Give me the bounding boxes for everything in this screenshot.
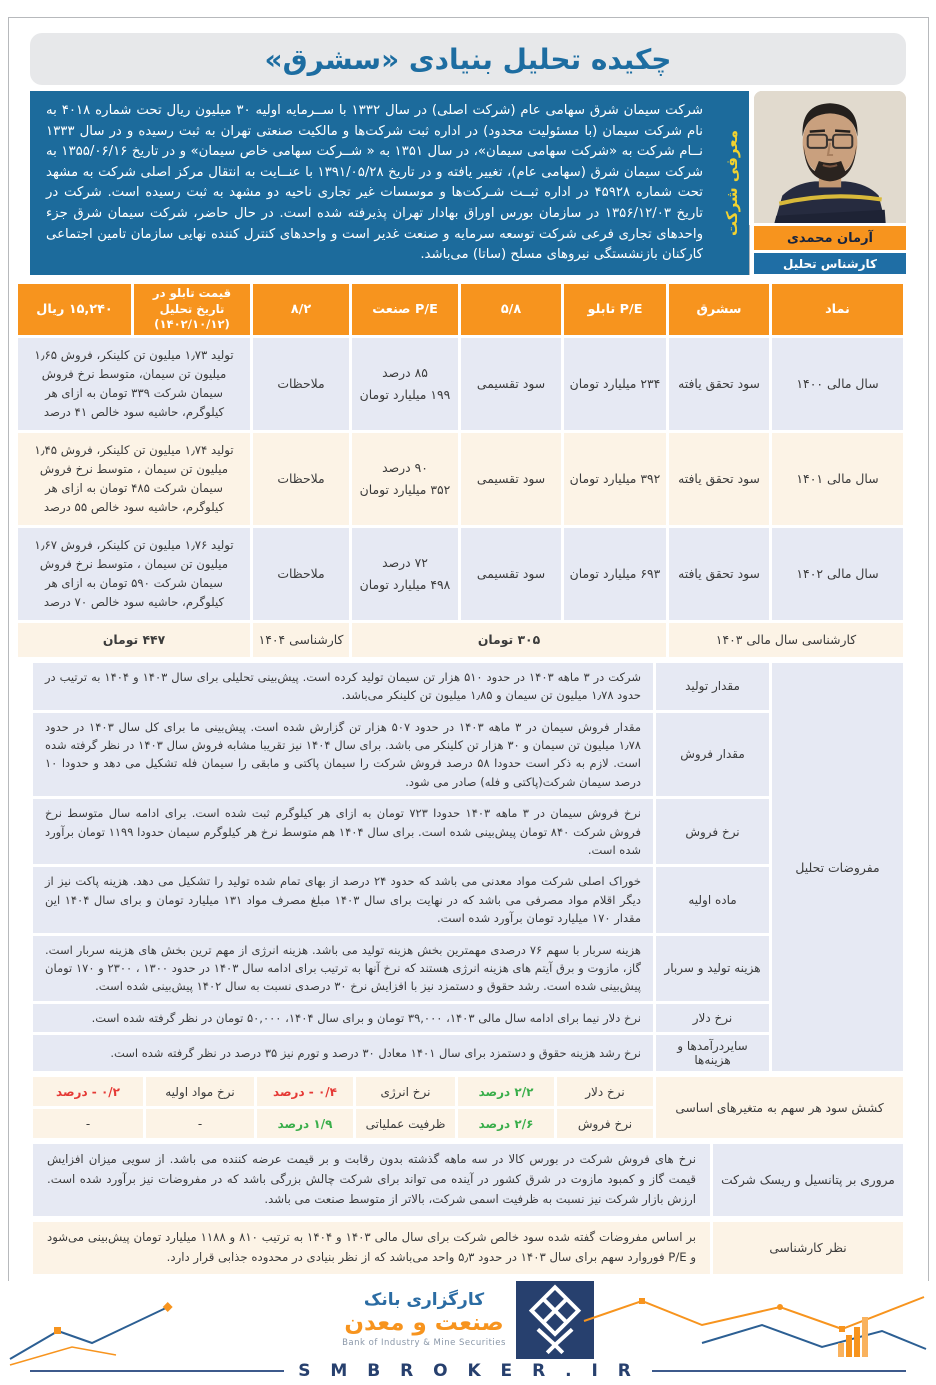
header-pe-industry-value: ۸/۲ xyxy=(253,284,349,335)
assumption-label: مقدار فروش xyxy=(656,713,769,797)
assumption-row xyxy=(33,663,903,710)
assumption-label: سایردرآمدها و هزینه‌ها xyxy=(656,1035,769,1071)
elasticity-key: نرخ دلار xyxy=(557,1077,653,1106)
broker-brand xyxy=(30,1281,906,1359)
potential-risk-row xyxy=(33,1144,903,1216)
company-intro-text: شرکت سیمان شرق سهامی عام (شرکت اصلی) در سال ۱۳۳۲ با ســرمایه اولیه ۳۰ میلیون ریال تحت شماره ۴۰۱۸ به نام شرکت سیمان (با مسئولیت محدود) در اداره ثبت شرکت‌ها و مالکیت صنعتی تهران به ثبت رسیده و در سال ۱۳۳۳ نــام شرکت به «شرکت سهامی سیمان»، در سال ۱۳۵۱ به « شــرکت سهامی خاص سیمان» و در تاریخ ۱۳۵۵/۰۶/۱۶ به شرکت سیمان شرق (سهامی عام)، تغییر یافته و در تاریخ ۱۳۹۱/۰۵/۲۸ با عنــایت به انتقال مرکز اصلی شرکت به مشهد تحت شماره ۴۵۹۲۸ در اداره ثبــت شـرکت‌ها و موسسات غیر تجاری ناحیه دو مشهد به ثبت رسیده است. شرکت در تاریخ ۱۳۵۶/۱۲/۰۳ در سازمان بورس اوراق بهادار تهران پذیرفته شده است. در حال حاضر، شرکت سیمان شرق جزء واحدهای تجاری فرعی شرکت توسعه سرمایه و صنعت غدیر است و واحدهای کنترل کننده نهایی سازمان تامین اجتماعی کارکنان بازنشستگی نیروهای مسلح (ساتا) می‌باشد. xyxy=(46,103,704,263)
analyst-photo xyxy=(754,91,906,223)
page-title: چکیده تحلیل بنیادی «سشرق» xyxy=(264,42,672,76)
elasticity-value: - xyxy=(33,1109,143,1138)
assumption-text: خوراک اصلی شرکت مواد معدنی می باشد که حدود ۲۴ درصد از بهای تمام شده تولید را تشکیل می دهد. هزینه پاکت نیز از دیگر اقلام مواد مصرفی می باشد که در نهایت برای سال ۱۴۰۳ مبلغ مصرف مواد ۱۳۱ میلیارد تومان و برای سال ۱۴۰۴ این مقدار ۱۷۰ میلیارد تومان برآورد شده است. xyxy=(33,867,653,932)
header-board-price-label: قیمت تابلو در تاریخ تحلیل (۱۴۰۲/۱۰/۱۲) xyxy=(134,284,250,335)
elasticity-value: ۰/۴ - درصد xyxy=(257,1077,353,1106)
elasticity-key: نرخ مواد اولیه xyxy=(146,1077,254,1106)
elasticity-value: ۱/۹ درصد xyxy=(257,1109,353,1138)
analyst-name: آرمان محمدی xyxy=(786,230,874,246)
analyst-name-badge xyxy=(754,226,906,250)
notes-text: تولید ۱٫۷۳ میلیون تن کلینکر، فروش ۱٫۶۵ میلیون تن سیمان، متوسط نرخ فروش سیمان شرکت ۳۳۹ تومان به ازای هر کیلوگرم، حاشیه سود خالص ۴۱ درصد xyxy=(18,338,250,430)
forecast-1403-label: کارشناسی سال مالی ۱۴۰۳ xyxy=(669,623,903,657)
notes-label: ملاحظات xyxy=(253,528,349,620)
expert-opinion-table xyxy=(30,1219,906,1277)
notes-text: تولید ۱٫۷۴ میلیون تن کلینکر، فروش ۱٫۴۵ میلیون تن سیمان ، متوسط نرخ فروش سیمان شرکت ۴۸۵ تومان به ازای هر کیلوگرم، حاشیه سود خالص ۵۵ درصد xyxy=(18,433,250,525)
summary-table xyxy=(15,281,906,660)
assumptions-table xyxy=(30,660,906,1074)
eps-elasticity-table xyxy=(30,1074,906,1141)
realized-profit-label: سود تحقق یافته xyxy=(669,528,769,620)
header-pe-industry-label: P/E صنعت xyxy=(352,284,458,335)
title-bar xyxy=(30,33,906,85)
dividend-amount: ۳۵۲ میلیارد تومان xyxy=(359,481,451,497)
assumption-text: مقدار فروش سیمان در ۳ ماهه ۱۴۰۳ در حدود ۵۰۷ هزار تن گزارش شده است. پیش‌بینی ما برای کل سال ۱۴۰۳ در حدود ۱٫۷۸ میلیون تن سیمان و ۳۰ هزار تن کلینکر می باشد. برای سال ۱۴۰۴ نیز تقریبا مشابه فروش سال ۱۴۰۳ در نظر گرفته شده است. لازم به ذکر است حدودا ۵۸ درصد فروش شرکت را سیمان پاکتی و مابقی را سیمان فله تشکیل می دهد و حدودا ۱۰ درصد سیمان شرکت(پاکتی و فله) صادر می شود. xyxy=(33,713,653,797)
assumptions-group-label: مفروضات تحلیل xyxy=(772,663,903,1071)
summary-header-row xyxy=(18,284,903,335)
realized-profit-value: ۳۹۲ میلیارد تومان xyxy=(564,433,666,525)
header-board-price-value: ۱۵,۲۴۰ ریال xyxy=(18,284,131,335)
dividend-percent: ۹۰ درصد xyxy=(382,460,428,476)
analyst-role-badge xyxy=(754,253,906,274)
company-intro-section xyxy=(30,91,906,275)
elasticity-key: - xyxy=(146,1109,254,1138)
analyst-forecast-row xyxy=(18,623,903,657)
notes-text: تولید ۱٫۷۶ میلیون تن کلینکر، فروش ۱٫۶۷ میلیون تن سیمان ، متوسط نرخ فروش سیمان شرکت ۵۹۰ تومان به ازای هر کیلوگرم، حاشیه سود خالص ۷۰ درصد xyxy=(18,528,250,620)
expert-opinion-label: نظر کارشناسی xyxy=(713,1222,903,1274)
broker-brand-text xyxy=(342,1291,506,1349)
footer xyxy=(30,1281,906,1385)
website-link[interactable]: S M B R O K E R . I R xyxy=(298,1360,638,1381)
elasticity-key: نرخ فروش xyxy=(557,1109,653,1138)
assumption-text: هزینه سربار با سهم ۷۶ درصدی مهمترین بخش هزینه تولید می باشد. هزینه انرژی از مهم ترین بخش های هزینه سربار است. گاز، مازوت و برق آیتم های هزینه انرژی هستند که نرخ آنها به ترتیب برای ادامه سال ۱۴۰۳ در حدود ۱۳۰۰ ، ۲۳۰۰ و ۱۷۰ تومان پیش‌بینی شده است. رشد حقوق و دستمزد نیز با افزایش نرخ ۳۰ درصدی نسبت به سال ۱۴۰۲ پیش‌بینی شده است. xyxy=(33,936,653,1001)
assumption-label: نرخ دلار xyxy=(656,1004,769,1032)
dividend-value xyxy=(352,338,458,430)
report-page xyxy=(30,33,906,1385)
header-pe-board-value: ۵/۸ xyxy=(461,284,561,335)
fiscal-year-1400-row xyxy=(18,338,903,430)
assumption-label: نرخ فروش xyxy=(656,799,769,864)
dividend-value xyxy=(352,433,458,525)
assumption-text: شرکت در ۳ ماهه ۱۴۰۳ در حدود ۵۱۰ هزار تن سیمان تولید کرده است. پیش‌بینی تحلیلی برای سال ۱۴۰۳ و ۱۴۰۴ به ترتیب در حدود ۱٫۷۸ میلیون تن سیمان و ۱٫۸۵ میلیون تن کلینکر می‌باشد. xyxy=(33,663,653,710)
elasticity-row xyxy=(33,1077,903,1106)
realized-profit-label: سود تحقق یافته xyxy=(669,338,769,430)
potential-risk-label: مروری بر پتانسیل و ریسک شرکت xyxy=(713,1144,903,1216)
forecast-1403-value: ۳۰۵ تومان xyxy=(352,623,666,657)
assumption-text: نرخ فروش سیمان در ۳ ماهه ۱۴۰۳ حدودا ۷۲۳ تومان به ازای هر کیلوگرم ثبت شده است. برای ادامه سال متوسط نرخ فروش شرکت ۸۴۰ تومان پیش‌بینی شده است. برای سال ۱۴۰۴ هم متوسط نرخ هر کیلوگرم سیمان حدودا ۱۱۹۹ تومان برآورد شده است. xyxy=(33,799,653,864)
dividend-value xyxy=(352,528,458,620)
realized-profit-value: ۶۹۳ میلیارد تومان xyxy=(564,528,666,620)
website-divider-right xyxy=(652,1370,906,1372)
assumption-label: ماده اولیه xyxy=(656,867,769,932)
analyst-portrait-illustration xyxy=(754,91,906,223)
forecast-1404-value: ۴۴۷ تومان xyxy=(18,623,250,657)
assumption-label: هزینه تولید و سربار xyxy=(656,936,769,1001)
analyst-card xyxy=(754,91,906,275)
year-cell: سال مالی ۱۴۰۱ xyxy=(772,433,903,525)
assumption-label: مقدار تولید xyxy=(656,663,769,710)
fiscal-year-1401-row xyxy=(18,433,903,525)
elasticity-value: ۲/۲ درصد xyxy=(458,1077,554,1106)
header-symbol-value: سشرق xyxy=(669,284,769,335)
header-symbol-label: نماد xyxy=(772,284,903,335)
expert-opinion-text: بر اساس مفروضات گفته شده سود خالص شرکت برای سال مالی ۱۴۰۳ و ۱۴۰۴ به ترتیب ۸۱۰ و ۱۱۸۸ میلیارد تومان پیش‌بینی می‌شود و P/E فوروارد سهم برای سال ۱۴۰۳ در حدود ۵٫۳ واحد می‌باشد که از نظر بنیادی در محدوده جذابی قرار دارد. xyxy=(33,1222,710,1274)
potential-risk-text: نرخ های فروش شرکت در بورس کالا در سه ماهه گذشته بدون رقابت و بر قیمت عرضه کننده می باشد. از سویی میزان افزایش قیمت گاز و کمبود مازوت در شرق کشور در آینده می تواند برای شرکت چالش بزرگی باشد که در مفروضات نیز برآورد شده است. ارزش بازار شرکت نیز نسبت به ظرفیت اسمی شرکت، بالاتر از متوسط صنعت می باشد. xyxy=(33,1144,710,1216)
dividend-amount: ۴۹۸ میلیارد تومان xyxy=(359,576,451,592)
dividend-label: سود تقسیمی xyxy=(461,528,561,620)
header-pe-board-label: P/E تابلو xyxy=(564,284,666,335)
forecast-1404-label: کارشناسی ۱۴۰۴ xyxy=(253,623,349,657)
elasticity-key: ظرفیت عملیاتی xyxy=(356,1109,455,1138)
assumption-text: نرخ دلار نیما برای ادامه سال مالی ۱۴۰۳، ۳۹,۰۰۰ تومان و برای سال ۱۴۰۴، ۵۰,۰۰۰ تومان در نظر گرفته شده است. xyxy=(33,1004,653,1032)
realized-profit-value: ۲۳۴ میلیارد تومان xyxy=(564,338,666,430)
broker-name-english: Bank of Industry & Mine Securities xyxy=(342,1337,506,1348)
elasticity-value: ۰/۲ - درصد xyxy=(33,1077,143,1106)
elasticity-key: نرخ انرژی xyxy=(356,1077,455,1106)
analyst-role: کارشناس تحلیل xyxy=(783,256,877,271)
year-cell: سال مالی ۱۴۰۲ xyxy=(772,528,903,620)
year-cell: سال مالی ۱۴۰۰ xyxy=(772,338,903,430)
broker-name-line1: کارگزاری بانک xyxy=(363,1289,485,1310)
dividend-percent: ۸۵ درصد xyxy=(382,365,428,381)
website-row xyxy=(30,1361,906,1381)
bank-industry-mine-logo-icon xyxy=(516,1281,594,1359)
website-divider-left xyxy=(30,1370,284,1372)
dividend-percent: ۷۲ درصد xyxy=(382,555,428,571)
notes-label: ملاحظات xyxy=(253,338,349,430)
realized-profit-label: سود تحقق یافته xyxy=(669,433,769,525)
elasticity-value: ۲/۶ درصد xyxy=(458,1109,554,1138)
dividend-label: سود تقسیمی xyxy=(461,338,561,430)
fiscal-year-1402-row xyxy=(18,528,903,620)
dividend-amount: ۱۹۹ میلیارد تومان xyxy=(359,386,451,402)
notes-label: ملاحظات xyxy=(253,433,349,525)
dividend-label: سود تقسیمی xyxy=(461,433,561,525)
broker-name-line2: صنعت و معدن xyxy=(344,1310,504,1337)
potential-risk-table xyxy=(30,1141,906,1219)
intro-side-label: معرفی شرکت xyxy=(723,130,741,236)
assumption-text: نرخ رشد هزینه حقوق و دستمزد برای سال ۱۴۰۱ معادل ۳۰ درصد و تورم نیز ۳۵ درصد در نظر گرفته شده است. xyxy=(33,1035,653,1071)
elasticity-label: کشش سود هر سهم به متغیرهای اساسی xyxy=(656,1077,903,1138)
expert-opinion-row xyxy=(33,1222,903,1274)
company-intro-panel xyxy=(30,91,749,275)
